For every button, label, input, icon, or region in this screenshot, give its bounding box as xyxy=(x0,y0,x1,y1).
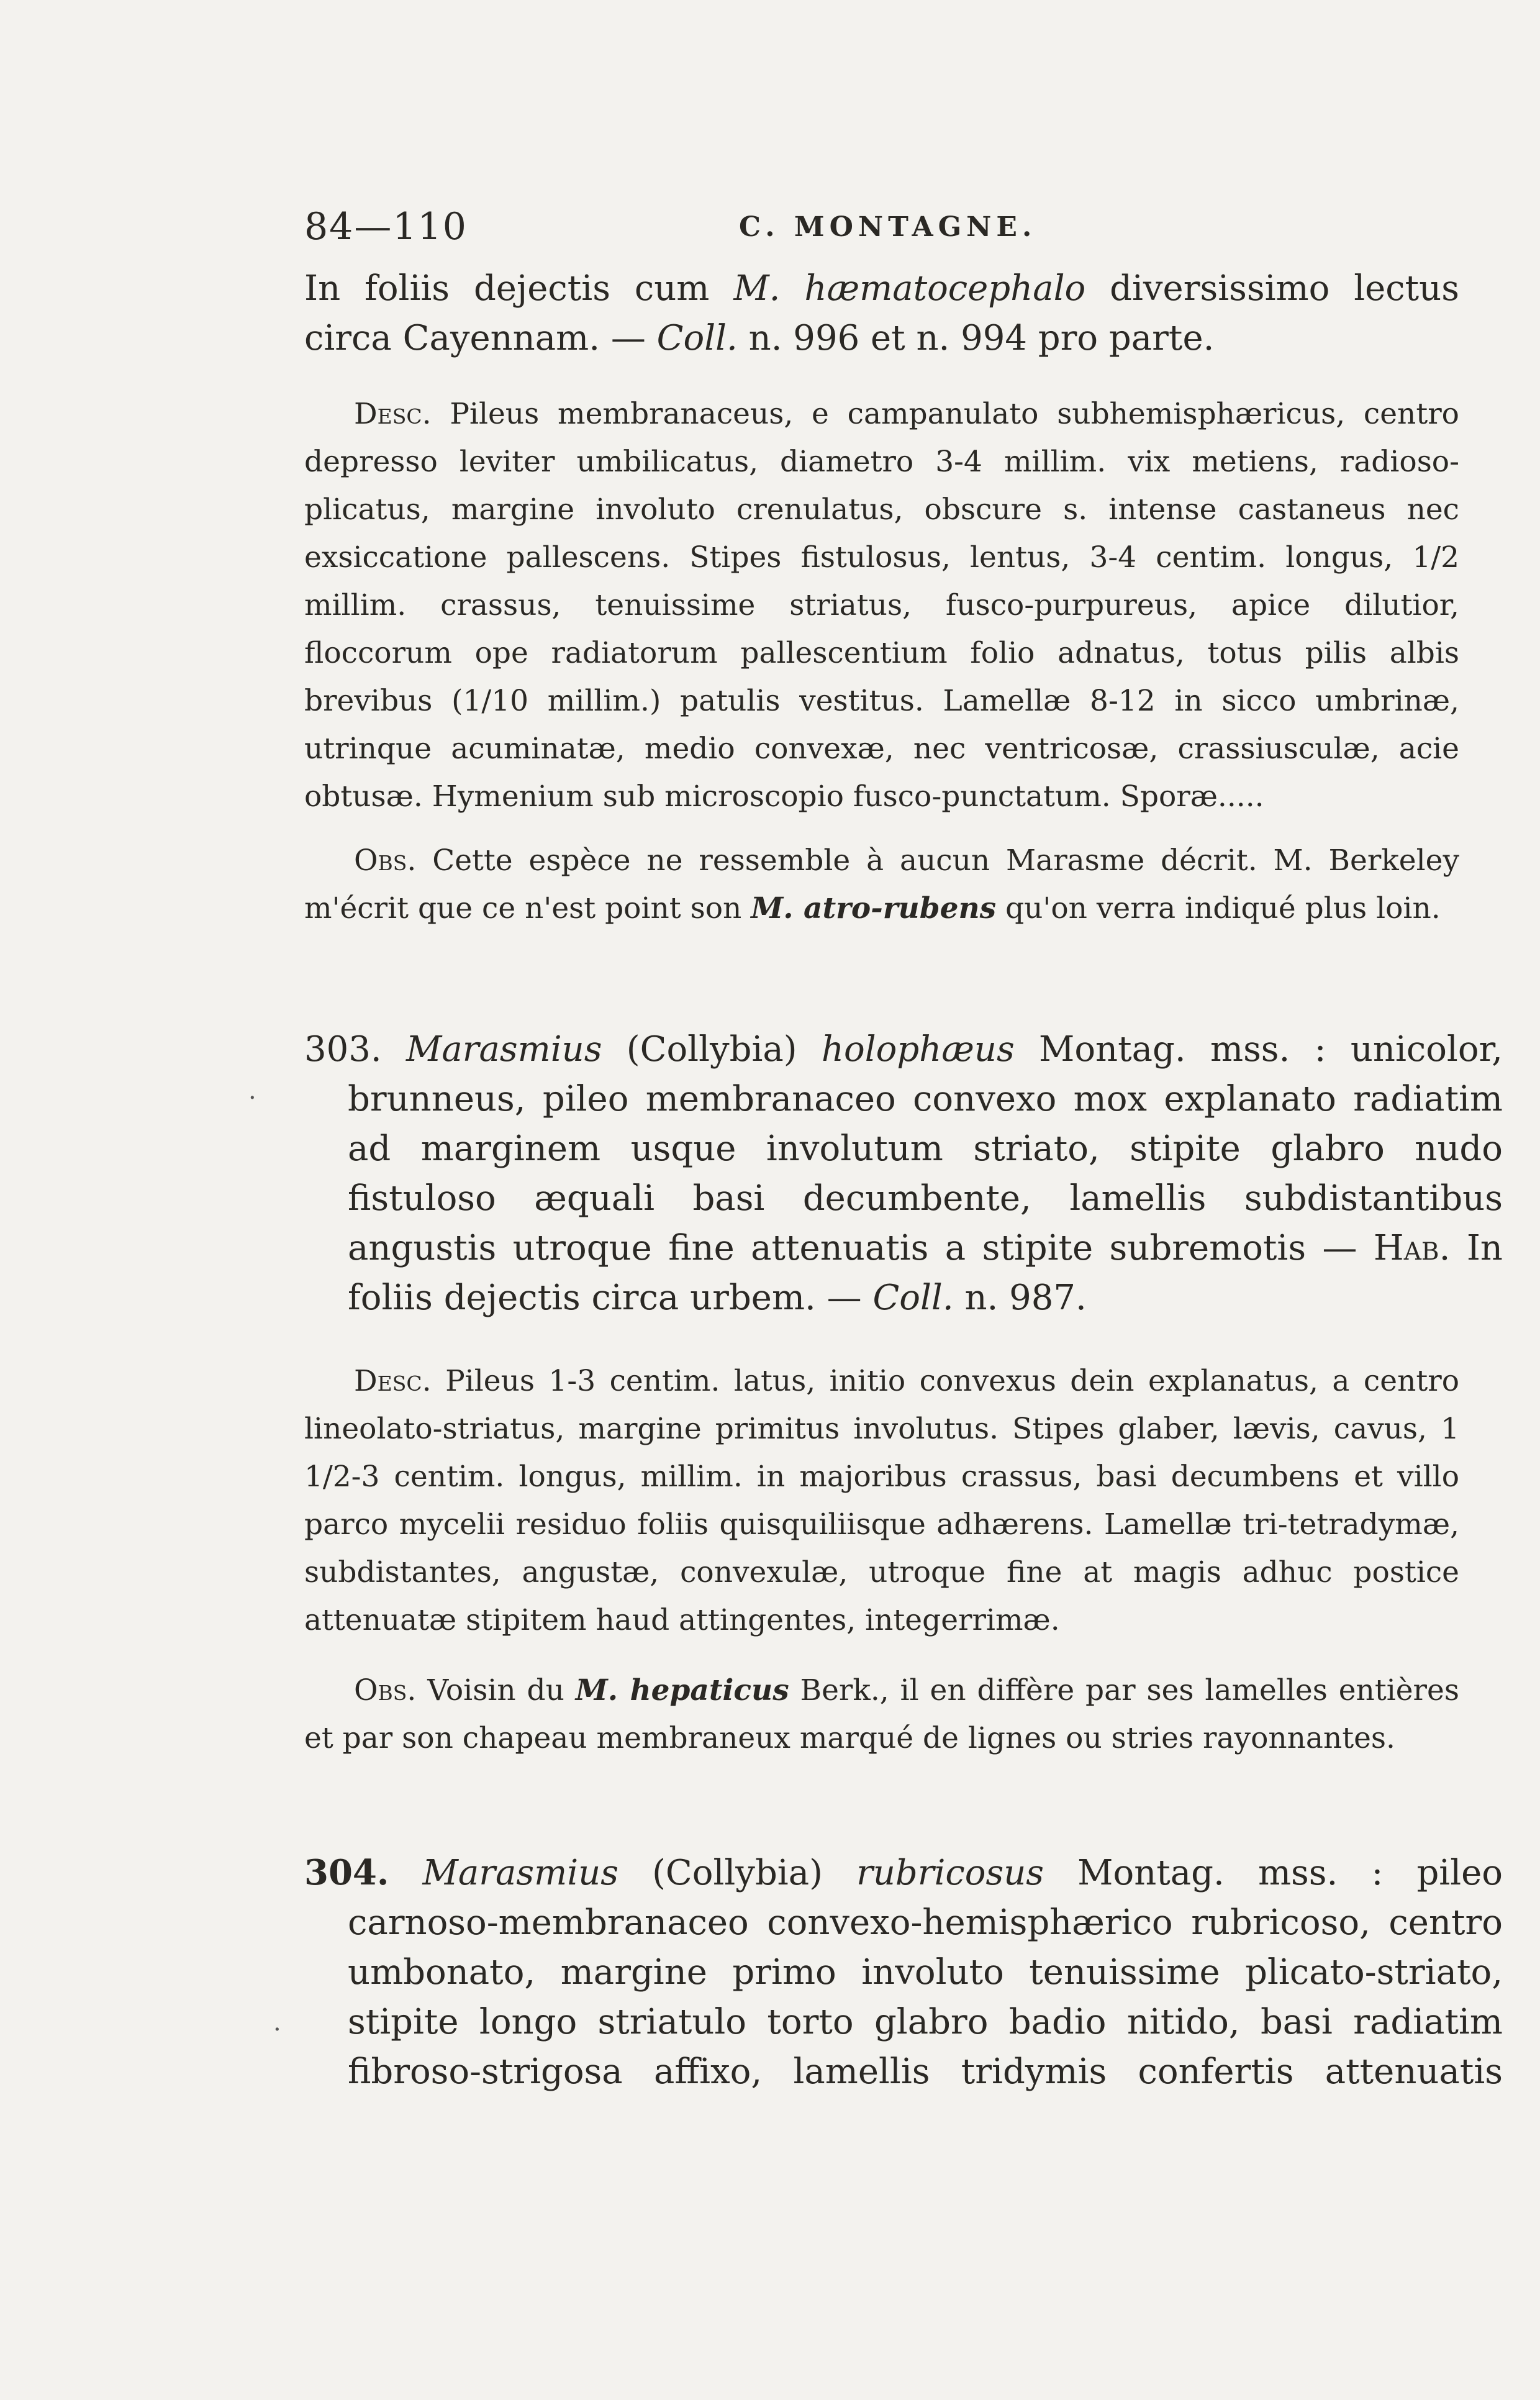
margin-mark: · xyxy=(273,2016,281,2044)
species-entry-303: 303. Marasmius (Collybia) holophæus Montag. mss. : unicolor, brunneus, pileo membranaceo convexo mox explanato radiatim ad marginem usque involutum striato, stipite glabro nudo fistuloso æquali basi decumbente, lamellis subdistantibus angustis utroque fine attenuatis a stipite subremotis — Hab. In foliis dejectis circa urbem. — Coll. n. 987. xyxy=(304,1029,1503,1318)
margin-mark: · xyxy=(248,1084,256,1112)
page-header xyxy=(304,205,1453,255)
description-paragraph: Desc. Pileus 1-3 centim. latus, initio convexus dein explanatus, a centro lineolato-striatus, margine primitus involutus. Stipes glaber, lævis, cavus, 1 1/2-3 centim. longus, millim. in majoribus crassus, basi decumbens et villo parco mycelii residuo foliis quisquiliisque adhærens. Lamellæ tri-tetradymæ, subdistantes, angustæ, convexulæ, utroque fine at magis adhuc postice attenuatæ stipitem haud attingentes, integerrimæ. xyxy=(304,1364,1459,1637)
entry-continuation: In foliis dejectis cum M. hæmatocephalo diversissimo lectus circa Cayennam. — Coll. n. 996 et n. 994 pro parte. xyxy=(304,268,1459,358)
description-paragraph: Desc. Pileus membranaceus, e campanulato subhemisphæricus, centro depresso leviter umbilicatus, diametro 3-4 millim. vix metiens, radioso-plicatus, margine involuto crenulatus, obscure s. intense castaneus nec exsiccatione pallescens. Stipes fistulosus, lentus, 3-4 centim. longus, 1/2 millim. crassus, tenuissime striatus, fusco-purpureus, apice dilutior, floccorum ope radiatorum pallescentium folio adnatus, totus pilis albis brevibus (1/10 millim.) patulis vestitus. Lamellæ 8-12 in sicco umbrinæ, utrinque acuminatæ, medio convexæ, nec ventricosæ, crassiusculæ, acie obtusæ. Hymenium sub microscopio fusco-punctatum. Sporæ..... xyxy=(304,397,1459,814)
species-entry-304: 304. Marasmius (Collybia) rubricosus Montag. mss. : pileo carnoso-membranaceo convexo-hemisphærico rubricoso, centro umbonato, margine primo involuto tenuissime plicato-striato, stipite longo striatulo torto glabro badio nitido, basi radiatim fibroso-strigosa affixo, lamellis tridymis confertis attenuatis xyxy=(304,1852,1503,2092)
observation-paragraph: Obs. Voisin du M. hepaticus Berk., il en diffère par ses lamelles entières et par son chapeau membraneux marqué de lignes ou stries rayonnantes. xyxy=(304,1673,1459,1755)
running-head: C. MONTAGNE. xyxy=(739,211,1037,243)
folio-number: 84—110 xyxy=(304,205,468,248)
observation-paragraph: Obs. Cette espèce ne ressemble à aucun Marasme décrit. M. Berkeley m'écrit que ce n'est point son M. atro-rubens qu'on verra indiqué plus loin. xyxy=(304,843,1459,925)
